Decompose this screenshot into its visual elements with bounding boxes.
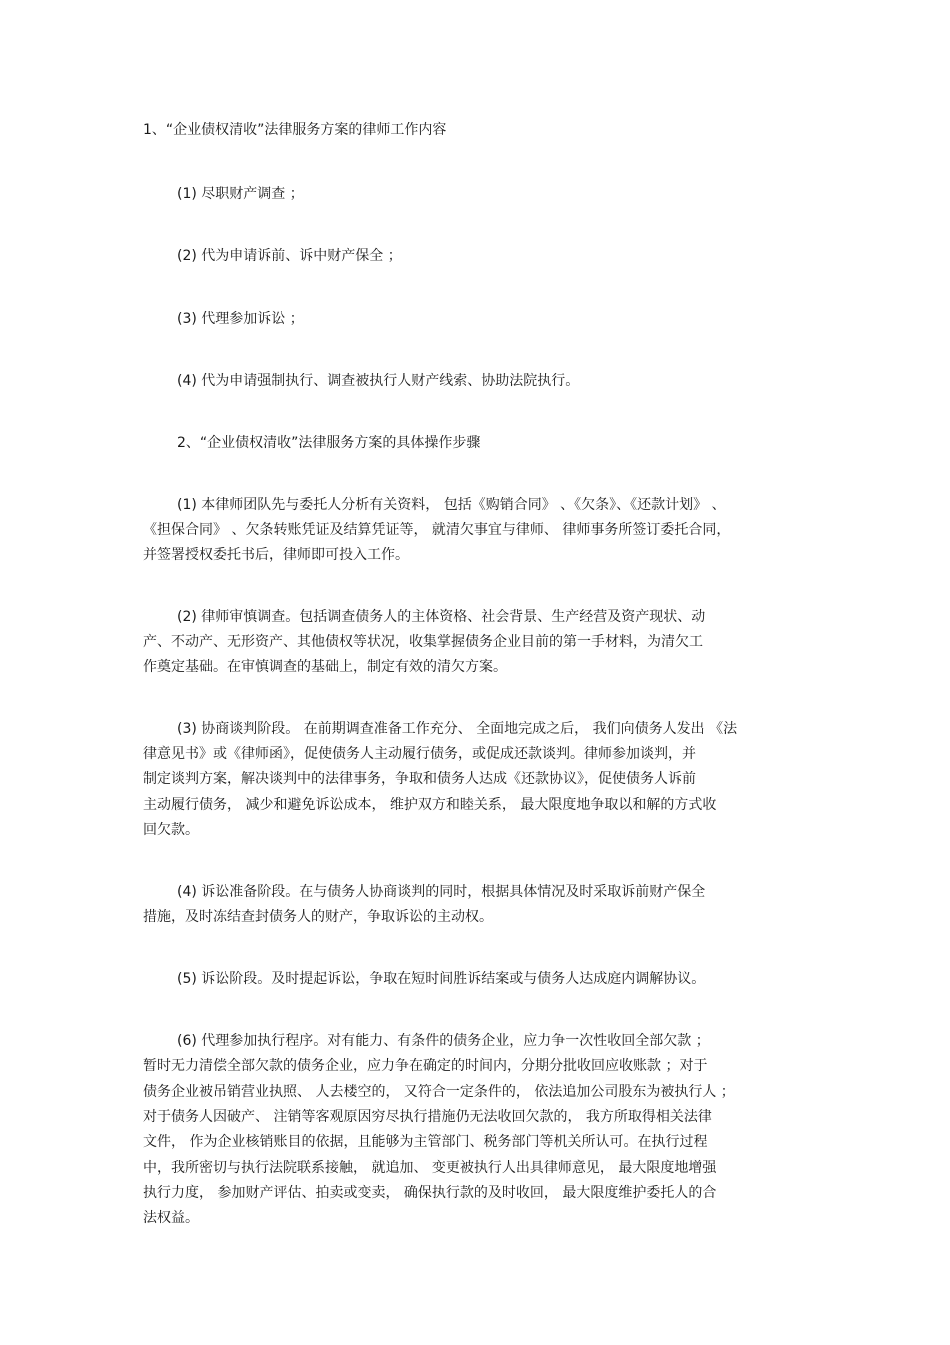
step-1-line-1: (1) 本律师团队先与委托人分析有关资料， 包括《购销合同》 、《欠条》、《还款计划》 、 [177, 497, 726, 513]
step-3-line-3: 制定谈判方案，解决谈判中的法律事务，争取和债务人达成《还款协议》，促使债务人诉前 [143, 771, 696, 787]
item-1: (1) 尽职财产调查 ； [177, 186, 304, 202]
step-6-line-8: 法权益。 [143, 1210, 199, 1226]
step-4-line-2: 措施，及时冻结查封债务人的财产，争取诉讼的主动权。 [143, 909, 493, 925]
step-2-line-3: 作奠定基础。在审慎调查的基础上，制定有效的清欠方案。 [143, 659, 507, 675]
step-3-line-1: (3) 协商谈判阶段。 在前期调查准备工作充分、 全面地完成之后， 我们向债务人发出 《法 [177, 721, 738, 737]
step-2-line-2: 产、不动产、无形资产、其他债权等状况，收集掌握债务企业目前的第一手材料，为清欠工 [143, 634, 703, 650]
step-6-line-2: 暂时无力清偿全部欠款的债务企业，应力争在确定的时间内，分期分批收回应收账款 ；对于 [143, 1058, 708, 1074]
step-4-line-1: (4) 诉讼准备阶段。在与债务人协商谈判的同时，根据具体情况及时采取诉前财产保全 [177, 884, 706, 900]
step-5-line-1: (5) 诉讼阶段。及时提起诉讼，争取在短时间胜诉结案或与债务人达成庭内调解协议。 [177, 971, 706, 987]
step-2-line-1: (2) 律师审慎调查。包括调查债务人的主体资格、社会背景、生产经营及资产现状、动 [177, 609, 706, 625]
step-1-line-3: 并签署授权委托书后，律师即可投入工作。 [143, 547, 409, 563]
step-6-line-4: 对于债务人因破产、 注销等客观原因穷尽执行措施仍无法收回欠款的， 我方所取得相关法律 [143, 1109, 712, 1125]
item-3: (3) 代理参加诉讼 ； [177, 311, 304, 327]
section-heading-2: 2、“企业债权清收”法律服务方案的具体操作步骤 [177, 435, 481, 451]
step-6-line-6: 中，我所密切与执行法院联系接触， 就追加、 变更被执行人出具律师意见， 最大限度地增强 [143, 1160, 717, 1176]
step-6-line-1: (6) 代理参加执行程序。对有能力、有条件的债务企业，应力争一次性收回全部欠款 ； [177, 1033, 710, 1049]
step-3-line-2: 律意见书》或《律师函》，促使债务人主动履行债务，或促成还款谈判。律师参加谈判，并 [143, 746, 696, 762]
section-heading-1: 1、“企业债权清收”法律服务方案的律师工作内容 [143, 122, 447, 138]
step-3-line-5: 回欠款。 [143, 822, 199, 838]
step-6-line-5: 文件， 作为企业核销账目的依据，且能够为主管部门、税务部门等机关所认可。在执行过程 [143, 1134, 708, 1150]
item-4: (4) 代为申请强制执行、调查被执行人财产线索、协助法院执行。 [177, 373, 580, 389]
step-3-line-4: 主动履行债务， 减少和避免诉讼成本， 维护双方和睦关系， 最大限度地争取以和解的方式收 [143, 797, 717, 813]
step-6-line-7: 执行力度， 参加财产评估、拍卖或变卖， 确保执行款的及时收回， 最大限度维护委托人的合 [143, 1185, 717, 1201]
step-6-line-3: 债务企业被吊销营业执照、 人去楼空的， 又符合一定条件的， 依法追加公司股东为被执行人 ； [143, 1084, 735, 1100]
step-1-line-2: 《担保合同》 、欠条转账凭证及结算凭证等， 就清欠事宜与律师、 律师事务所签订委托合同， [143, 522, 731, 538]
item-2: (2) 代为申请诉前、诉中财产保全 ； [177, 248, 402, 264]
